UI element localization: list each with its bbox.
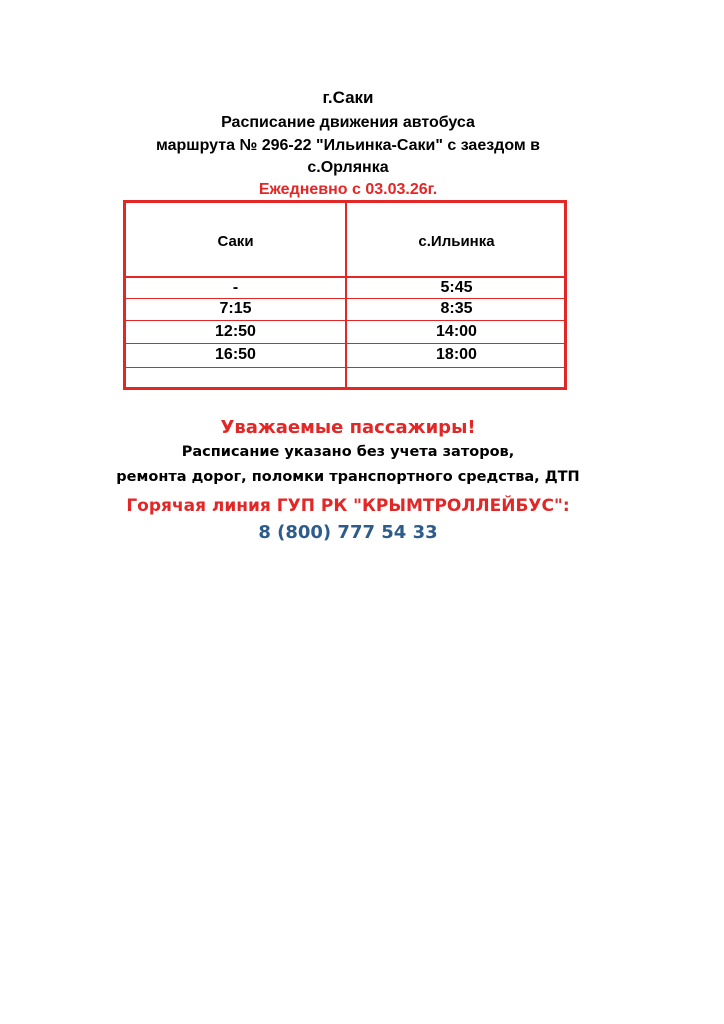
disclaimer-line-2: ремонта дорог, поломки транспортного средства, ДТП bbox=[116, 469, 580, 485]
table-row-1-saki: - bbox=[232, 279, 239, 296]
row-divider bbox=[126, 298, 564, 299]
schedule-table bbox=[123, 200, 567, 390]
route-via: с.Орлянка bbox=[307, 159, 389, 176]
column-header-saki: Саки bbox=[217, 233, 254, 250]
row-divider bbox=[126, 320, 564, 321]
table-row-3-saki: 12:50 bbox=[215, 323, 256, 340]
hotline-label: Горячая линия ГУП РК "КРЫМТРОЛЛЕЙБУС": bbox=[126, 496, 570, 516]
row-divider bbox=[126, 367, 564, 368]
table-row-3-ilyinka: 14:00 bbox=[436, 323, 477, 340]
disclaimer-line-1: Расписание указано без учета заторов, bbox=[181, 444, 515, 460]
table-row-1-ilyinka: 5:45 bbox=[440, 279, 473, 296]
hotline-phone: 8 (800) 777 54 33 bbox=[258, 522, 438, 543]
column-header-ilyinka: с.Ильинка bbox=[418, 233, 495, 250]
table-row-4-saki: 16:50 bbox=[215, 346, 256, 363]
route-title: маршрута № 296-22 "Ильинка-Саки" с заездом в bbox=[155, 137, 541, 154]
validity-date: Ежедневно с 03.03.26г. bbox=[258, 181, 438, 198]
table-row-2-ilyinka: 8:35 bbox=[440, 300, 473, 317]
table-row-4-ilyinka: 18:00 bbox=[436, 346, 477, 363]
city-title: г.Саки bbox=[322, 88, 374, 107]
passengers-greeting: Уважаемые пассажиры! bbox=[220, 417, 476, 438]
schedule-title: Расписание движения автобуса bbox=[221, 114, 475, 131]
table-row-2-saki: 7:15 bbox=[219, 300, 252, 317]
header-divider bbox=[126, 276, 564, 278]
row-divider bbox=[126, 343, 564, 344]
